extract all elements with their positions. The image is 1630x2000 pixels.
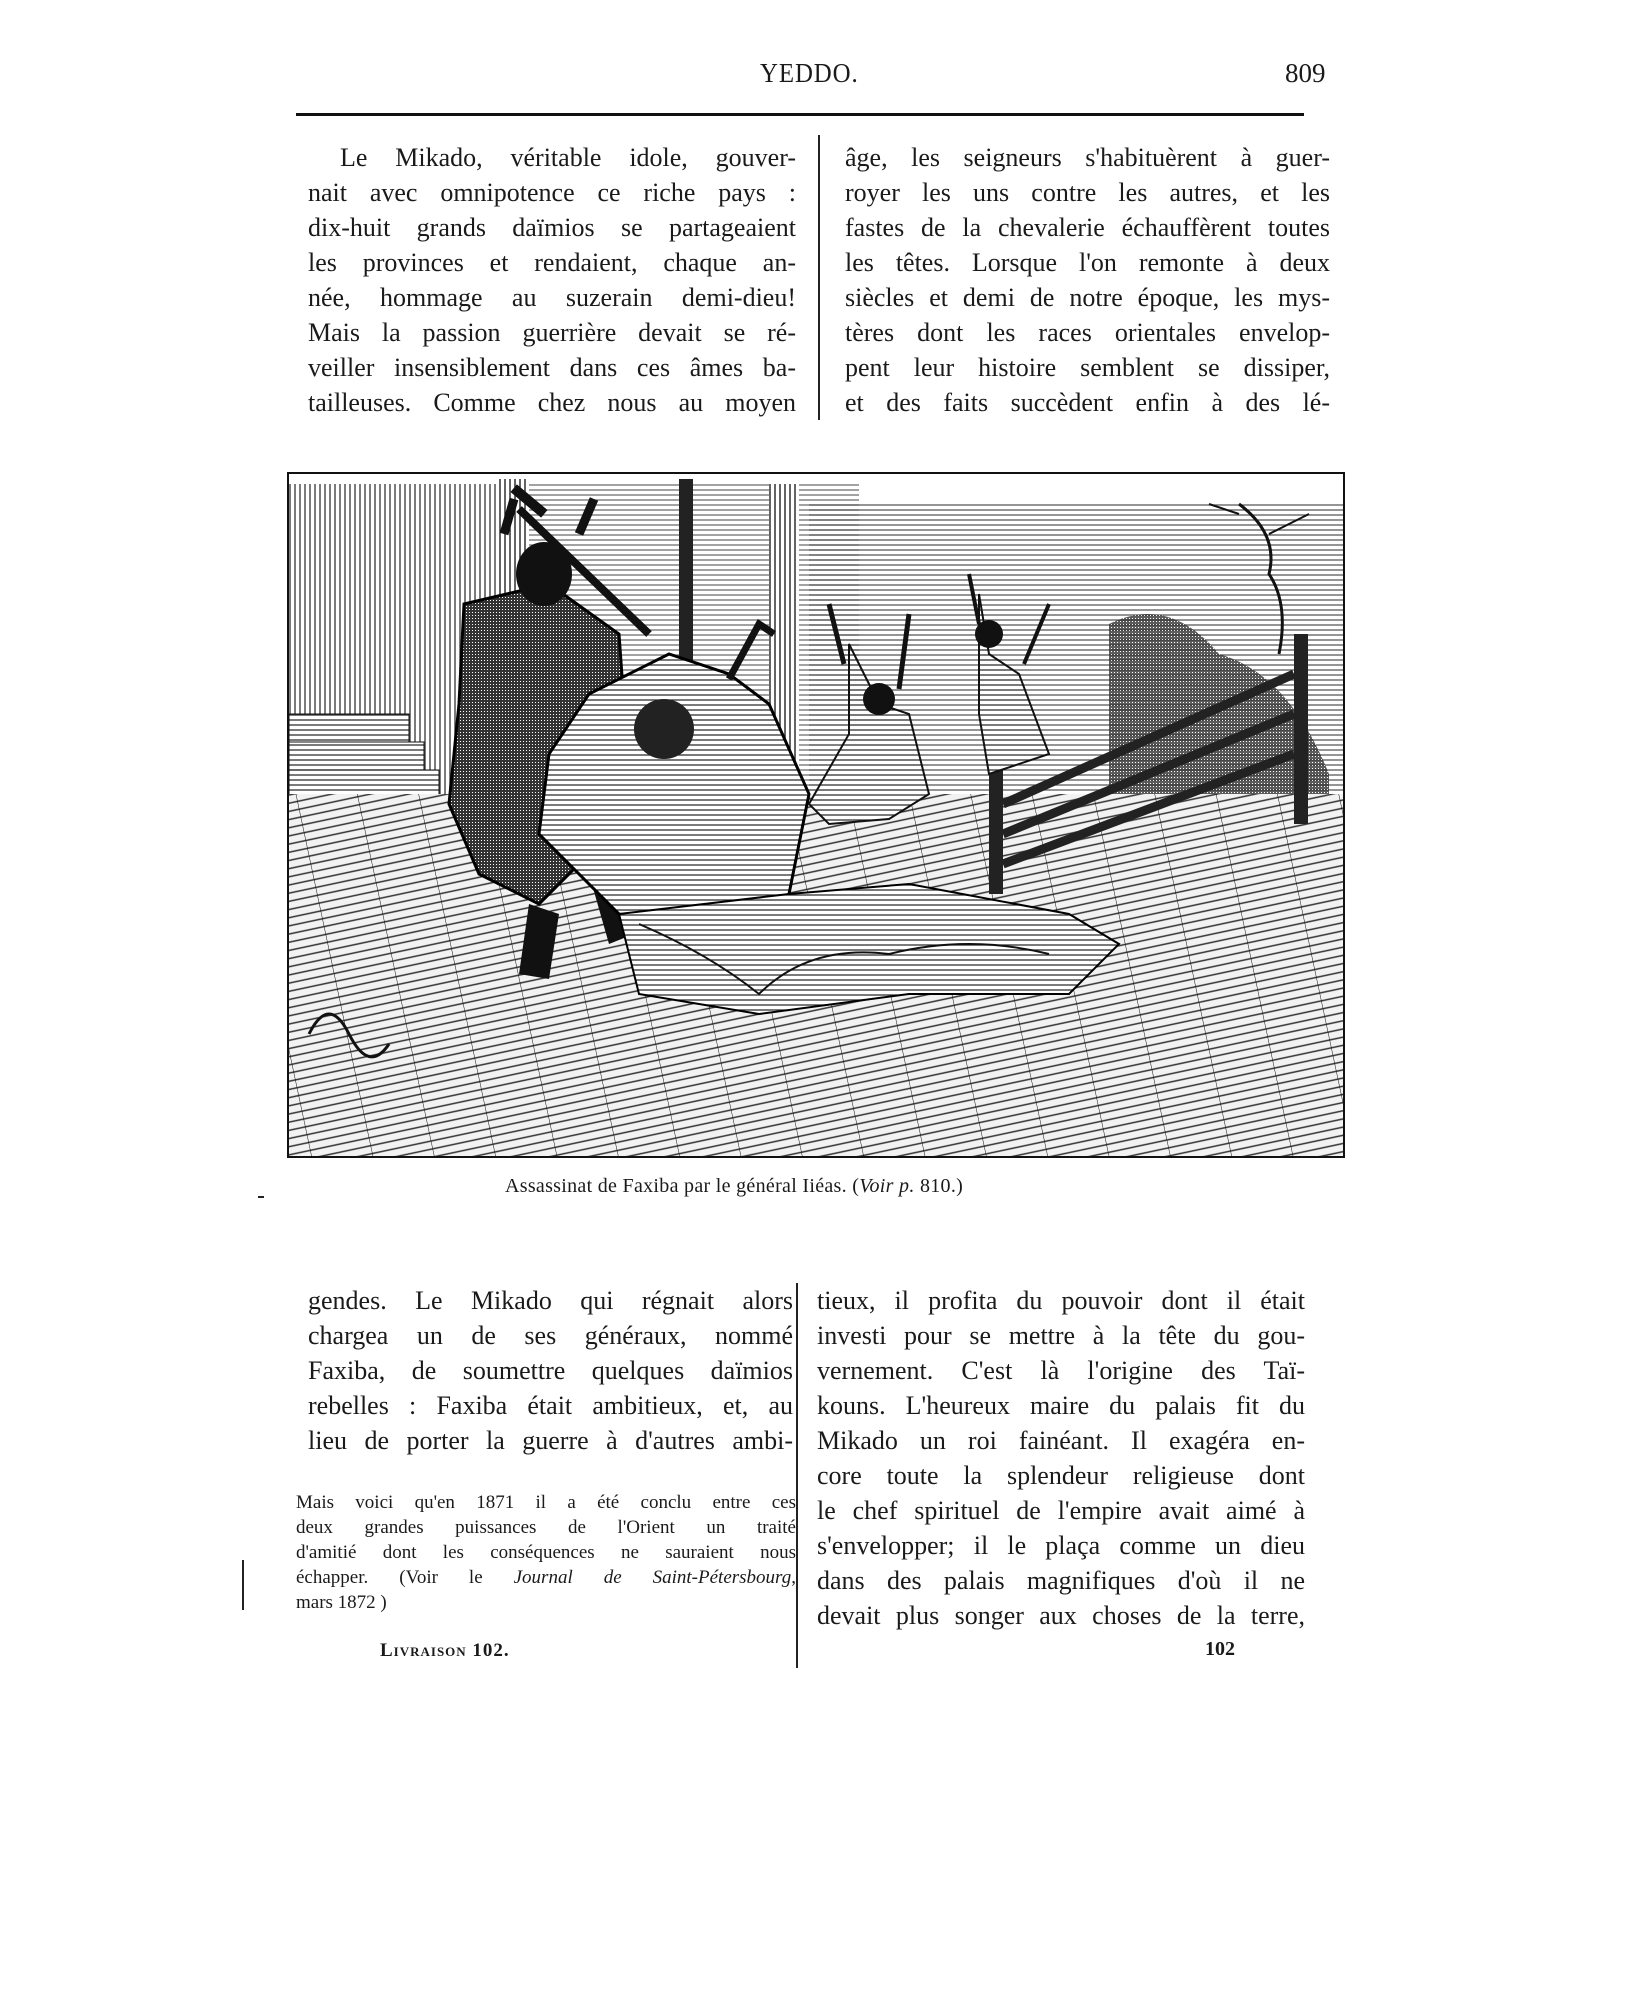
text-line: dix-huit grands daïmios se partageaient (308, 213, 796, 242)
text-line: nait avec omnipotence ce riche pays : (308, 178, 796, 207)
text-line: Mais la passion guerrière devait se ré- (308, 318, 796, 347)
footnote-line: d'amitié dont les conséquences ne sauraient nous (296, 1542, 796, 1563)
footnote-journal-title: Journal de Saint-Pétersbourg (513, 1567, 792, 1588)
text-line: core toute la splendeur religieuse dont (817, 1461, 1305, 1490)
text-line: née, hommage au suzerain demi-dieu! (308, 283, 796, 312)
livraison-signature: Livraison 102. (380, 1640, 510, 1661)
text-line: et des faits succèdent enfin à des lé- (845, 388, 1330, 417)
text-column-bottom-left (308, 1283, 793, 1458)
text-line: devait plus songer aux choses de la terre, (817, 1601, 1305, 1630)
footnote-text: , (791, 1567, 796, 1588)
footnote-line (296, 1565, 796, 1590)
text-line: les têtes. Lorsque l'on remonte à deux (845, 248, 1330, 277)
engraving-scene-icon (289, 474, 1343, 1156)
text-line: veiller insensiblement dans ces âmes ba- (308, 353, 796, 382)
footnote-text: échapper. (Voir le (296, 1567, 514, 1588)
page-number: 809 (1285, 58, 1326, 88)
caption-reference: Voir p. (859, 1175, 915, 1197)
text-line: kouns. L'heureux maire du palais fit du (817, 1391, 1305, 1420)
engraving-illustration (287, 472, 1345, 1158)
text-line: pent leur histoire semblent se dissiper, (845, 353, 1330, 382)
text-line: s'envelopper; il le plaça comme un dieu (817, 1531, 1305, 1560)
text-line: Mikado un roi fainéant. Il exagéra en- (817, 1426, 1305, 1455)
text-line: fastes de la chevalerie échauffèrent toutes (845, 213, 1330, 242)
footnote (296, 1490, 796, 1615)
text-line: tieux, il profita du pouvoir dont il était (817, 1286, 1305, 1315)
text-line: le chef spirituel de l'empire avait aimé à (817, 1496, 1305, 1525)
footnote-line: mars 1872 ) (296, 1592, 387, 1613)
text-line: chargea un de ses généraux, nommé (308, 1321, 793, 1350)
text-line: siècles et demi de notre époque, les mys- (845, 283, 1330, 312)
text-line: gendes. Le Mikado qui régnait alors (308, 1286, 793, 1315)
text-column-top-right (845, 140, 1330, 420)
text-column-bottom-right (817, 1283, 1305, 1633)
margin-mark (258, 1196, 264, 1198)
text-line: dans des palais magnifiques d'où il ne (817, 1566, 1305, 1595)
text-line: vernement. C'est là l'origine des Taï- (817, 1356, 1305, 1385)
text-line: investi pour se mettre à la tête du gou- (817, 1321, 1305, 1350)
text-line: Faxiba, de soumettre quelques daïmios (308, 1356, 793, 1385)
sheet-number: 102 (1205, 1638, 1235, 1660)
column-rule (796, 1283, 798, 1668)
text-line: rebelles : Faxiba était ambitieux, et, au (308, 1391, 793, 1420)
text-line: lieu de porter la guerre à d'autres ambi- (308, 1426, 793, 1455)
text-line: tères dont les races orientales envelop- (845, 318, 1330, 347)
text-line: royer les uns contre les autres, et les (845, 178, 1330, 207)
running-title: YEDDO. (760, 58, 859, 88)
margin-mark (242, 1560, 244, 1610)
column-rule (818, 135, 820, 420)
caption-page-ref: 810.) (914, 1175, 964, 1197)
footnote-line: deux grandes puissances de l'Orient un traité (296, 1517, 796, 1538)
text-column-top-left (308, 140, 796, 420)
footnote-line: Mais voici qu'en 1871 il a été conclu entre ces (296, 1492, 796, 1513)
figure-caption (505, 1175, 963, 1198)
text-line: âge, les seigneurs s'habituèrent à guer- (845, 143, 1330, 172)
text-line: tailleuses. Comme chez nous au moyen (308, 388, 796, 417)
text-line: Le Mikado, véritable idole, gouver- (340, 143, 796, 172)
caption-text: Assassinat de Faxiba par le général Iiéas. ( (505, 1175, 860, 1197)
text-line: les provinces et rendaient, chaque an- (308, 248, 796, 277)
header-rule (296, 113, 1304, 116)
